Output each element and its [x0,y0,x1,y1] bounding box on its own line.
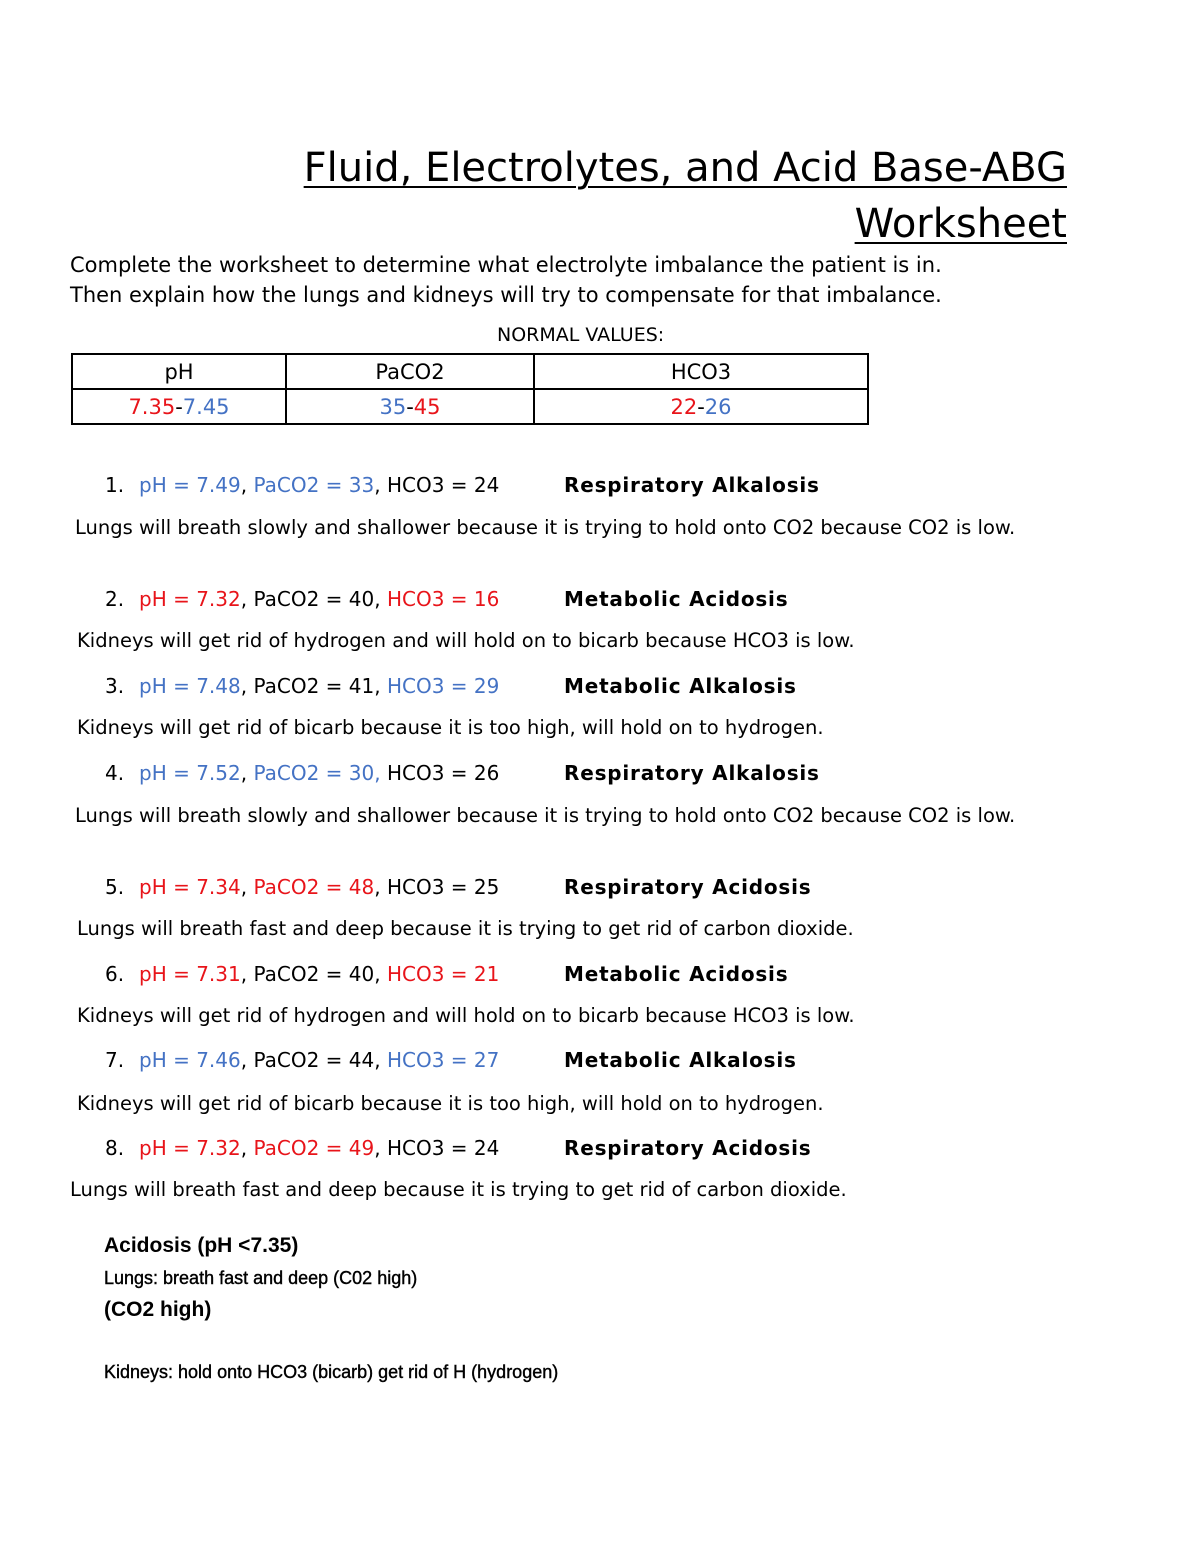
range-dash: - [175,394,183,419]
diagnosis: Respiratory Alkalosis [564,761,820,785]
range-dash: - [697,394,705,419]
diagnosis: Metabolic Alkalosis [564,1048,797,1072]
paco2-value: PaCO2 = 33 [253,473,375,497]
hco3-value: HCO3 = 29 [386,674,500,698]
table-values-row [72,389,868,424]
ph-value: pH = 7.34 [139,875,241,899]
summary-kidneys: Kidneys: hold onto HCO3 (bicarb) get rid of H (hydrogen) [104,1362,559,1382]
ph-value: pH = 7.48 [139,674,241,698]
hco3-value: HCO3 = 25 [386,875,500,899]
hco3-value: HCO3 = 24 [386,1136,500,1160]
answer-6: Kidneys will get rid of hydrogen and will hold on to bicarb because HCO3 is low. [77,1004,855,1027]
answer-8: Lungs will breath fast and deep because it is trying to get rid of carbon dioxide. [70,1178,847,1201]
paco2-value: PaCO2 = 44 [253,1048,375,1072]
instructions-line-1: Complete the worksheet to determine what electrolyte imbalance the patient is in. [70,253,942,277]
diagnosis: Metabolic Acidosis [564,962,789,986]
paco2-value: PaCO2 = 40 [253,587,375,611]
ph-low: 7.35 [128,394,176,419]
question-values: pH = 7.46, PaCO2 = 44, HCO3 = 27 [139,1048,500,1072]
summary-co2: (CO2 high) [104,1298,212,1321]
question-number: 3. [105,674,125,698]
diagnosis: Respiratory Alkalosis [564,473,820,497]
header-hco3: HCO3 [534,354,868,389]
hco3-high: 26 [704,394,732,419]
hco3-low: 22 [670,394,698,419]
ph-value: pH = 7.32 [139,1136,241,1160]
normal-values-table [71,353,869,425]
answer-2: Kidneys will get rid of hydrogen and will hold on to bicarb because HCO3 is low. [77,629,855,652]
question-number: 7. [105,1048,125,1072]
hco3-value: HCO3 = 24 [386,473,500,497]
header-paco2: PaCO2 [286,354,534,389]
answer-7: Kidneys will get rid of bicarb because it is too high, will hold on to hydrogen. [77,1092,824,1115]
answer-3: Kidneys will get rid of bicarb because it is too high, will hold on to hydrogen. [77,716,824,739]
answer-5: Lungs will breath fast and deep because it is trying to get rid of carbon dioxide. [77,917,854,940]
table-header-row [72,354,868,389]
summary-lungs: Lungs: breath fast and deep (C02 high) [104,1268,418,1288]
diagnosis: Metabolic Acidosis [564,587,789,611]
question-values: pH = 7.48, PaCO2 = 41, HCO3 = 29 [139,674,500,698]
summary-heading: Acidosis (pH <7.35) [104,1234,299,1257]
title-line-1: Fluid, Electrolytes, and Acid Base-ABG [303,145,1067,191]
ph-value: pH = 7.32 [139,587,241,611]
header-ph: pH [72,354,286,389]
paco2-value: PaCO2 = 48 [253,875,375,899]
question-values: pH = 7.49, PaCO2 = 33, HCO3 = 24 [139,473,500,497]
answer-1: Lungs will breath slowly and shallower because it is trying to hold onto CO2 because CO2 is low. [75,516,1016,539]
ph-value: pH = 7.31 [139,962,241,986]
question-number: 6. [105,962,125,986]
paco2-high: 45 [413,394,441,419]
diagnosis: Respiratory Acidosis [564,875,812,899]
answer-4: Lungs will breath slowly and shallower because it is trying to hold onto CO2 because CO2 is low. [75,804,1016,827]
question-number: 5. [105,875,125,899]
ph-range [72,389,286,424]
question-values: pH = 7.31, PaCO2 = 40, HCO3 = 21 [139,962,500,986]
question-number: 2. [105,587,125,611]
question-values: pH = 7.34, PaCO2 = 48, HCO3 = 25 [139,875,500,899]
paco2-value: PaCO2 = 40 [253,962,375,986]
question-number: 1. [105,473,125,497]
normal-values-label: NORMAL VALUES: [497,324,665,346]
question-values: pH = 7.52, PaCO2 = 30, HCO3 = 26 [139,761,500,785]
question-values: pH = 7.32, PaCO2 = 49, HCO3 = 24 [139,1136,500,1160]
ph-value: pH = 7.46 [139,1048,241,1072]
hco3-value: HCO3 = 21 [386,962,500,986]
question-number: 4. [105,761,125,785]
hco3-value: HCO3 = 16 [386,587,500,611]
ph-value: pH = 7.52 [139,761,241,785]
range-dash: - [406,394,414,419]
question-values: pH = 7.32, PaCO2 = 40, HCO3 = 16 [139,587,500,611]
paco2-value: PaCO2 = 49 [253,1136,375,1160]
instructions-line-2: Then explain how the lungs and kidneys will try to compensate for that imbalance. [70,283,942,307]
paco2-value: PaCO2 = 41 [253,674,375,698]
ph-high: 7.45 [182,394,230,419]
hco3-value: HCO3 = 26 [386,761,500,785]
ph-value: pH = 7.49 [139,473,241,497]
paco2-value: PaCO2 = 30, [253,761,381,785]
question-number: 8. [105,1136,125,1160]
paco2-low: 35 [379,394,407,419]
diagnosis: Respiratory Acidosis [564,1136,812,1160]
paco2-range [286,389,534,424]
instructions [70,250,942,310]
diagnosis: Metabolic Alkalosis [564,674,797,698]
title-line-2: Worksheet [854,201,1067,247]
hco3-range [534,389,868,424]
hco3-value: HCO3 = 27 [386,1048,500,1072]
